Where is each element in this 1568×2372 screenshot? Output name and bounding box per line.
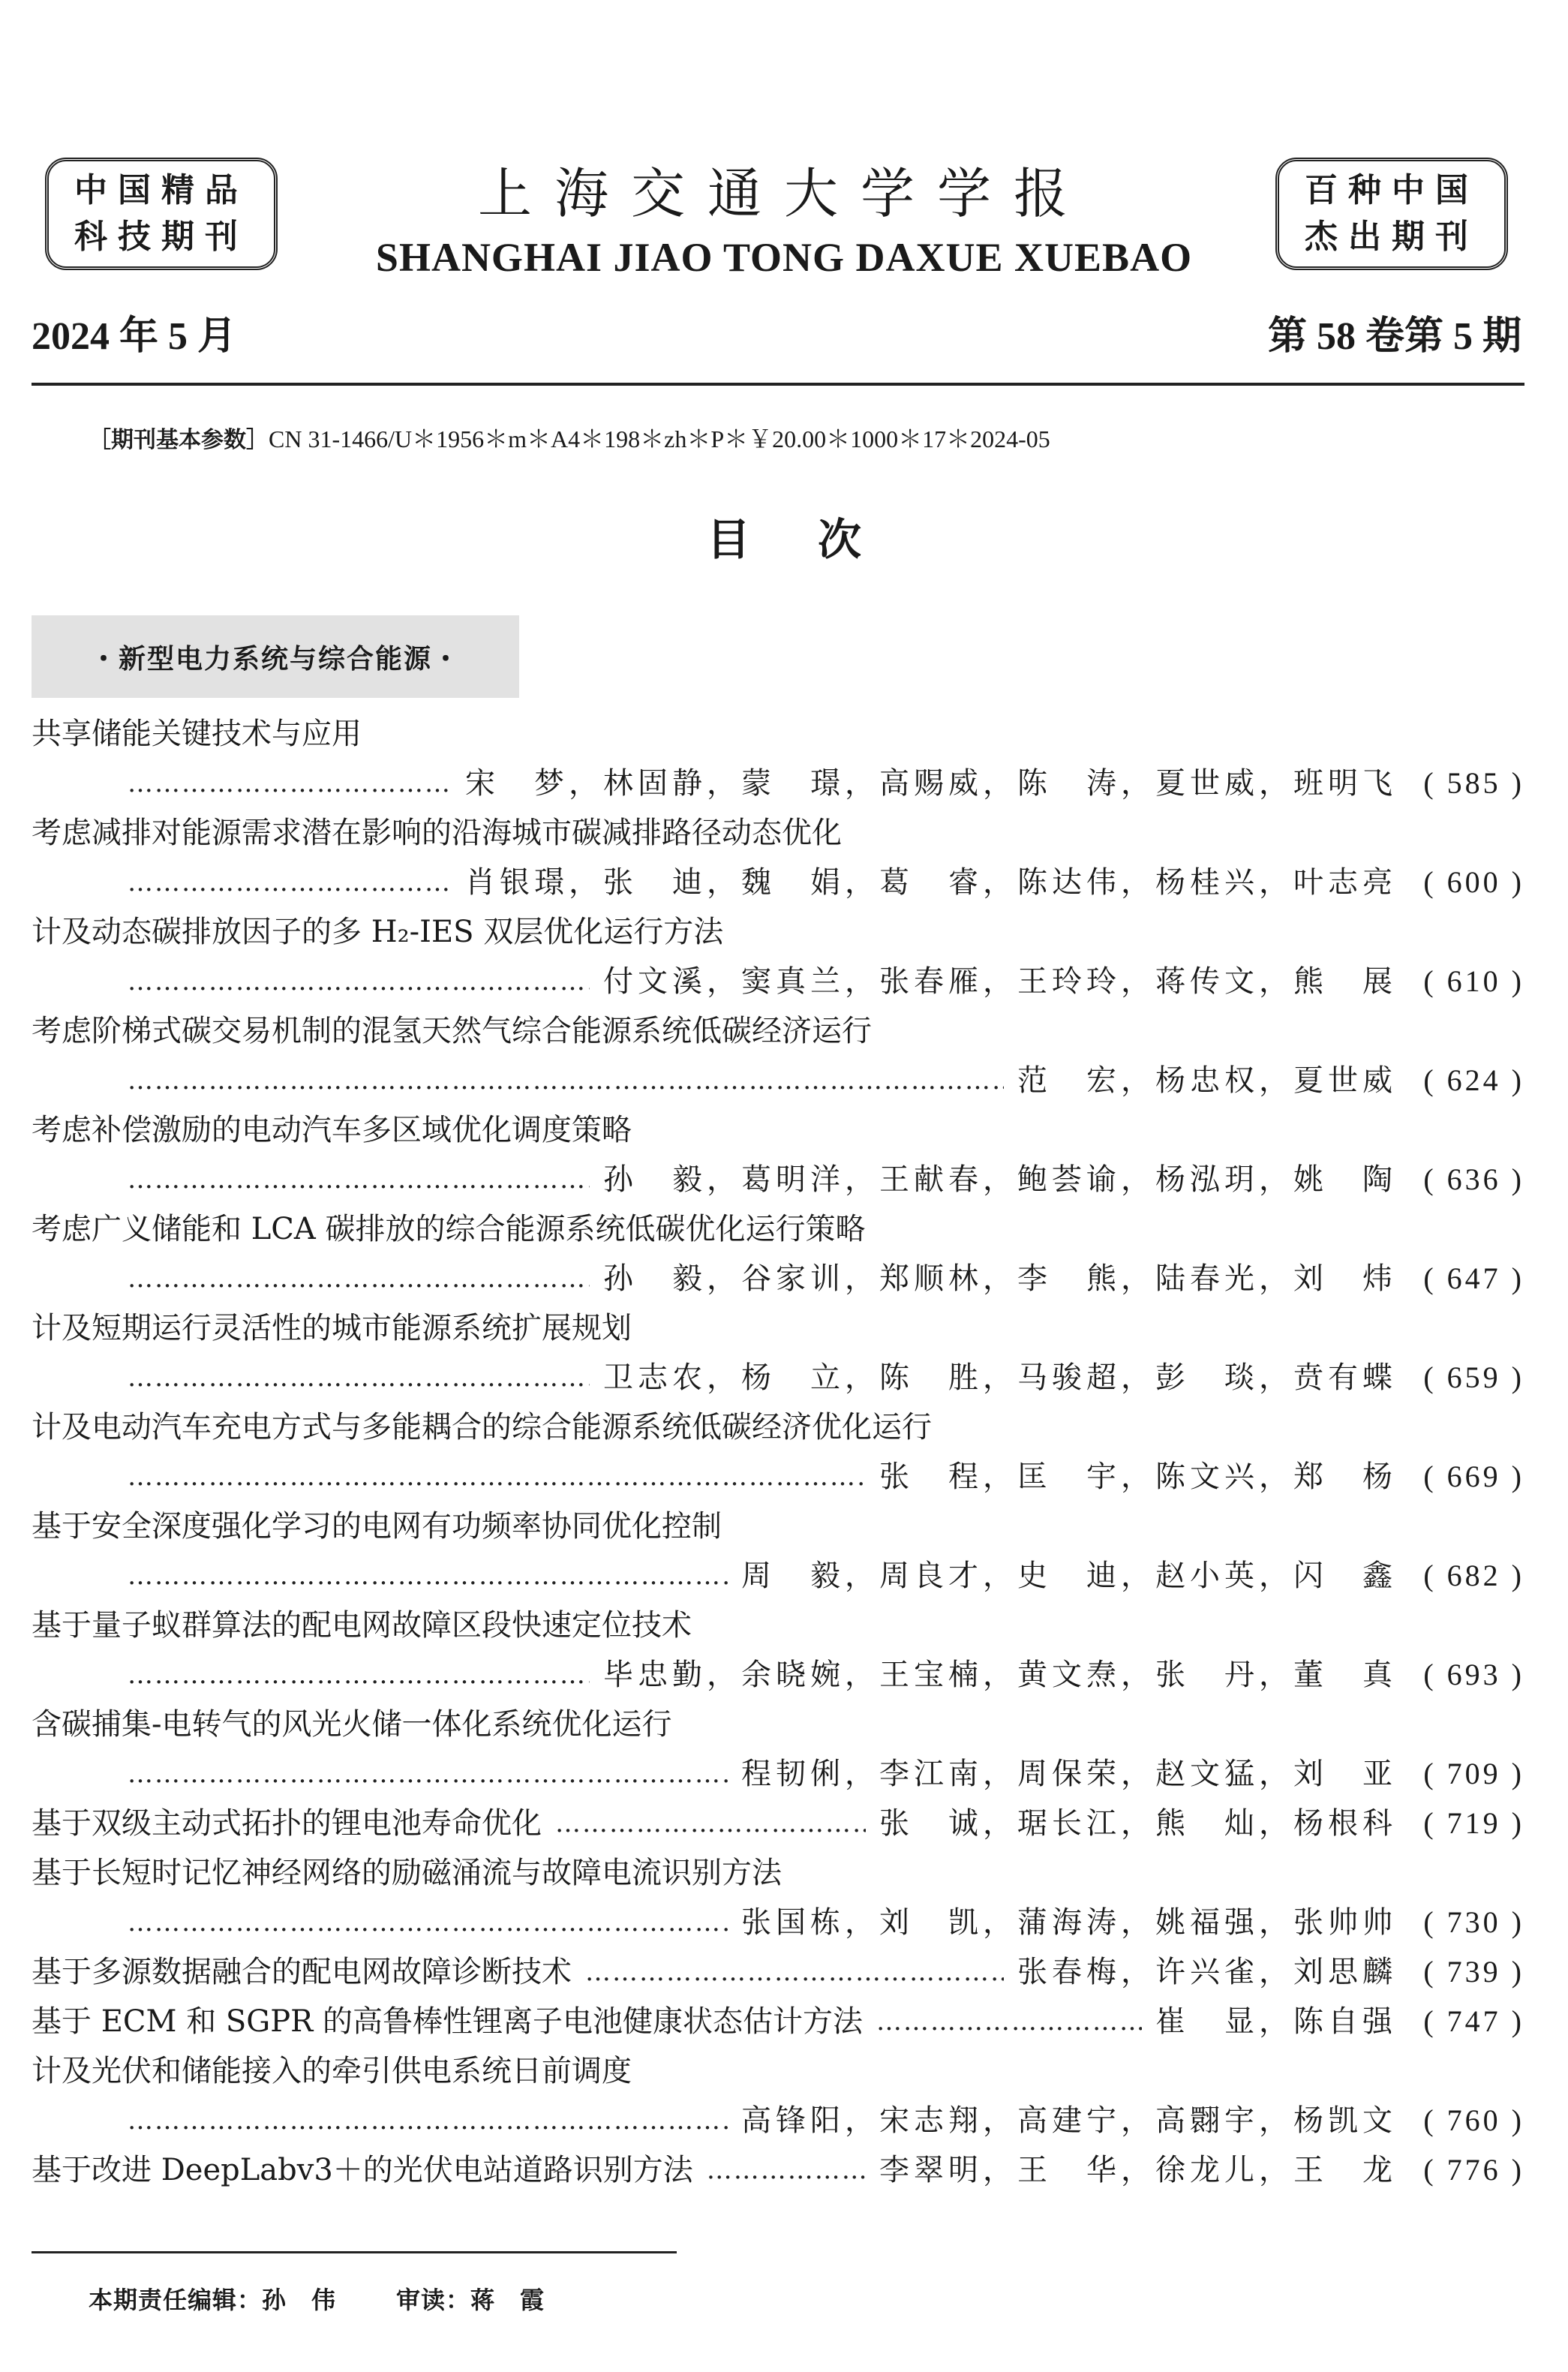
article-authors: 程韧俐，李江南，周保荣，赵文猛，刘 亚 (741, 1757, 1397, 1791)
toc-entry[interactable] (32, 1006, 1524, 1105)
toc-entry[interactable] (32, 709, 1524, 808)
seal-left-line-1: 中国精品 (74, 171, 248, 209)
leader-dots (585, 1947, 1004, 1997)
article-authors: 张春梅，许兴雀，刘思麟 (1017, 1955, 1397, 1989)
toc-entry[interactable] (32, 2046, 1524, 2145)
article-title: 基于双级主动式拓扑的锂电池寿命优化 (32, 1806, 542, 1841)
article-title: 计及电动汽车充电方式与多能耦合的综合能源系统低碳经济优化运行 (32, 1410, 932, 1445)
article-page: ( 600 ) (1423, 865, 1524, 899)
article-authors: 崔 显，陈自强 (1155, 2004, 1397, 2039)
article-page: ( 709 ) (1423, 1757, 1524, 1790)
article-title: 考虑阶梯式碳交易机制的混氢天然气综合能源系统低碳经济运行 (32, 1014, 872, 1048)
footer-rule (32, 2251, 677, 2253)
toc-entry[interactable] (32, 1105, 1524, 1204)
toc-entry[interactable] (32, 1402, 1524, 1502)
article-title: 计及动态碳排放因子的多 H₂-IES 双层优化运行方法 (32, 915, 724, 949)
journal-title-en: SHANGHAI JIAO TONG DAXUE XUEBAO (375, 235, 1193, 280)
toc-list (32, 709, 1524, 2195)
responsible-editor: 本期责任编辑：孙 伟 (89, 2286, 337, 2314)
article-authors: 周 毅，周良才，史 迪，赵小英，闪 鑫 (741, 1559, 1397, 1593)
article-authors: 卫志农，杨 立，陈 胜，马骏超，彭 琰，贲有蝶 (603, 1360, 1397, 1395)
seal-right-line-1: 百种中国 (1305, 171, 1479, 209)
article-page: ( 776 ) (1423, 2153, 1524, 2187)
article-page: ( 747 ) (1423, 2004, 1524, 2038)
leader-dots (128, 1452, 866, 1502)
leader-dots (128, 957, 590, 1006)
article-title: 考虑减排对能源需求潜在影响的沿海城市碳减排路径动态优化 (32, 816, 842, 850)
toc-entry[interactable] (32, 1303, 1524, 1402)
leader-dots (128, 1551, 728, 1601)
article-authors: 高锋阳，宋志翔，高建宁，高翾宇，杨凯文 (741, 2103, 1397, 2138)
article-page: ( 659 ) (1423, 1360, 1524, 1394)
article-page: ( 693 ) (1423, 1658, 1524, 1691)
toc-entry[interactable] (32, 2145, 1524, 2195)
seal-right-line-2: 杰出期刊 (1305, 218, 1479, 256)
article-page: ( 719 ) (1423, 1806, 1524, 1840)
toc-entry[interactable] (32, 1947, 1524, 1997)
article-title: 基于量子蚁群算法的配电网故障区段快速定位技术 (32, 1608, 692, 1643)
article-title: 基于改进 DeepLabv3＋的光伏电站道路识别方法 (32, 2153, 693, 2187)
volume-issue: 第 58 卷第 5 期 (1267, 315, 1521, 358)
toc-entry[interactable] (32, 1502, 1524, 1601)
article-page: ( 610 ) (1423, 964, 1524, 998)
article-page: ( 682 ) (1423, 1559, 1524, 1592)
leader-dots (555, 1799, 866, 1848)
toc-entry[interactable] (32, 1204, 1524, 1303)
article-authors: 肖银璟，张 迪，魏 娟，葛 睿，陈达伟，杨桂兴，叶志亮 (465, 865, 1397, 900)
toc-entry[interactable] (32, 1700, 1524, 1799)
footer-credits (89, 2281, 545, 2316)
article-page: ( 760 ) (1423, 2103, 1524, 2137)
article-title: 计及光伏和储能接入的牵引供电系统日前调度 (32, 2054, 632, 2088)
article-page: ( 636 ) (1423, 1162, 1524, 1196)
article-authors: 孙 毅，葛明洋，王献春，鲍荟谕，杨泓玥，姚 陶 (603, 1162, 1397, 1197)
reviewer: 审读：蒋 霞 (396, 2286, 545, 2314)
leader-dots (128, 1353, 590, 1402)
toc-title: 目次 (706, 514, 929, 565)
leader-dots (707, 2145, 866, 2195)
article-authors: 张国栋，刘 凯，蒲海涛，姚福强，张帅帅 (741, 1905, 1397, 1940)
journal-params (89, 420, 1050, 455)
leader-dots (128, 1898, 728, 1947)
toc-entry[interactable] (32, 1848, 1524, 1947)
toc-entry[interactable] (32, 1799, 1524, 1848)
leader-dots (128, 1650, 590, 1700)
leader-dots (128, 1254, 590, 1303)
article-page: ( 739 ) (1423, 1955, 1524, 1989)
article-title: 基于安全深度强化学习的电网有功频率协同优化控制 (32, 1509, 722, 1544)
section-heading: ・新型电力系统与综合能源・ (32, 615, 519, 698)
article-authors: 付文溪，窦真兰，张春雁，王玲玲，蒋传文，熊 展 (603, 964, 1397, 999)
article-title: 共享储能关键技术与应用 (32, 717, 362, 751)
article-authors: 张 诚，琚长江，熊 灿，杨根科 (879, 1806, 1397, 1841)
leader-dots (128, 2096, 728, 2145)
toc-entry[interactable] (32, 1601, 1524, 1700)
leader-dots (128, 1155, 590, 1204)
article-authors: 孙 毅，谷家训，郑顺林，李 熊，陆春光，刘 炜 (603, 1261, 1397, 1296)
toc-entry[interactable] (32, 1997, 1524, 2046)
seal-left-line-2: 科技期刊 (74, 218, 248, 256)
params-value: CN 31-1466/U＊1956＊m＊A4＊198＊zh＊P＊￥20.00＊1000＊17＊2024-05 (269, 425, 1050, 452)
leader-dots (876, 1997, 1142, 2046)
toc-entry[interactable] (32, 808, 1524, 907)
article-title: 基于 ECM 和 SGPR 的高鲁棒性锂离子电池健康状态估计方法 (32, 2004, 864, 2039)
article-authors: 李翠明，王 华，徐龙儿，王 龙 (879, 2153, 1397, 2187)
article-title: 基于多源数据融合的配电网故障诊断技术 (32, 1955, 572, 1989)
outstanding-journal-seal (1275, 158, 1508, 270)
leader-dots (128, 858, 452, 907)
params-label: ［期刊基本参数］ (89, 427, 269, 453)
article-authors: 毕忠勤，余晓婉，王宝楠，黄文焘，张 丹，董 真 (603, 1658, 1397, 1692)
article-title: 基于长短时记忆神经网络的励磁涌流与故障电流识别方法 (32, 1856, 782, 1890)
article-authors: 宋 梦，林固静，蒙 璟，高赐威，陈 涛，夏世威，班明飞 (465, 766, 1397, 801)
article-authors: 张 程，匡 宇，陈文兴，郑 杨 (879, 1460, 1397, 1494)
article-page: ( 647 ) (1423, 1261, 1524, 1295)
article-title: 含碳捕集-电转气的风光火储一体化系统优化运行 (32, 1707, 672, 1742)
article-page: ( 730 ) (1423, 1905, 1524, 1939)
header-rule (32, 383, 1524, 386)
article-page: ( 624 ) (1423, 1063, 1524, 1097)
article-page: ( 585 ) (1423, 766, 1524, 800)
journal-title-cn: 上海交通大学学报 (477, 162, 1090, 225)
article-page: ( 669 ) (1423, 1460, 1524, 1493)
article-title: 计及短期运行灵活性的城市能源系统扩展规划 (32, 1311, 632, 1345)
toc-entry[interactable] (32, 907, 1524, 1006)
article-title: 考虑广义储能和 LCA 碳排放的综合能源系统低碳优化运行策略 (32, 1212, 866, 1246)
leader-dots (128, 759, 452, 808)
leader-dots (128, 1749, 728, 1799)
leader-dots (128, 1056, 1004, 1105)
issue-date: 2024 年 5 月 (32, 315, 237, 358)
article-title: 考虑补偿激励的电动汽车多区域优化调度策略 (32, 1113, 632, 1147)
article-authors: 范 宏，杨忠权，夏世威 (1017, 1063, 1397, 1098)
